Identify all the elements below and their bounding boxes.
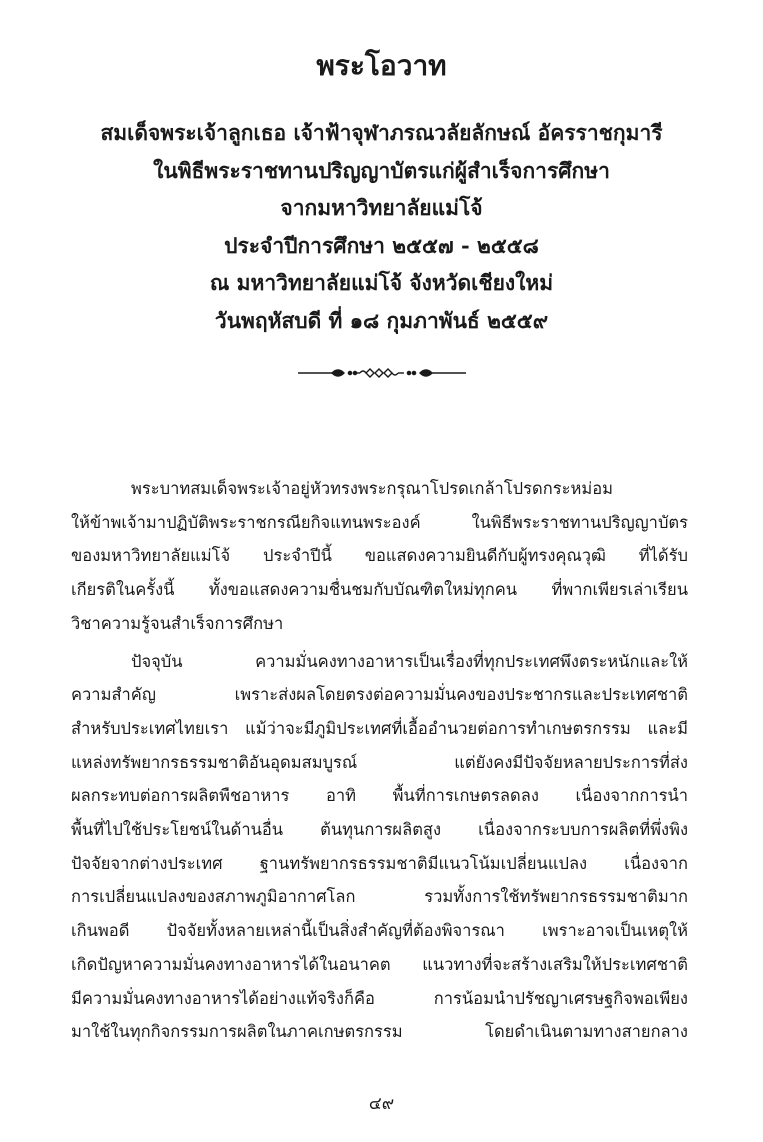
text-line: ของมหาวิทยาลัยแม่โจ้ ประจำปีนี้ ขอแสดงความยินดีกับผู้ทรงคุณวุฒิ ที่ได้รับ bbox=[71, 546, 688, 566]
header-line-university: จากมหาวิทยาลัยแม่โจ้ bbox=[280, 195, 483, 220]
text-line: เกียรติในครั้งนี้ ทั้งขอแสดงความชื่นชมกับบัณฑิตใหม่ทุกคน ที่พากเพียรเล่าเรียน bbox=[71, 580, 688, 600]
header-line-date: วันพฤหัสบดี ที่ ๑๘ กุมภาพันธ์ ๒๕๕๙ bbox=[214, 307, 549, 333]
text-line: ปัจจัยจากต่างประเทศ ฐานทรัพยากรธรรมชาติมีแนวโน้มเปลี่ยนแปลง เนื่องจาก bbox=[71, 853, 688, 873]
header-line-ceremony: ในพิธีพระราชทานปริญญาบัตรแก่ผู้สำเร็จการศึกษา bbox=[153, 157, 610, 183]
page-number: ๔๙ bbox=[368, 1094, 395, 1114]
text-line: มาใช้ในทุกกิจกรรมการผลิตในภาคเกษตรกรรม โดยดำเนินตามทางสายกลาง bbox=[71, 1022, 688, 1042]
speech-header bbox=[0, 114, 763, 339]
decorative-divider-icon bbox=[296, 361, 468, 385]
text-line: พระบาทสมเด็จพระเจ้าอยู่หัวทรงพระกรุณาโปรดเกล้าโปรดกระหม่อม bbox=[131, 479, 613, 498]
page-title: พระโอวาท bbox=[316, 49, 447, 82]
text-line: เกิดปัญหาความมั่นคงทางอาหารได้ในอนาคต แนวทางที่จะสร้างเสริมให้ประเทศชาติ bbox=[71, 954, 688, 974]
header-line-location: ณ มหาวิทยาลัยแม่โจ้ จังหวัดเชียงใหม่ bbox=[209, 270, 554, 295]
text-line: ให้ข้าพเจ้ามาปฏิบัติพระราชกรณียกิจแทนพระองค์ ในพิธีพระราชทานปริญญาบัตร bbox=[71, 512, 688, 532]
text-line: การเปลี่ยนแปลงของสภาพภูมิอากาศโลก รวมทั้งการใช้ทรัพยากรธรรมชาติมาก bbox=[71, 887, 688, 907]
paragraph-food-security bbox=[71, 645, 688, 1049]
text-line: ปัจจุบัน ความมั่นคงทางอาหารเป็นเรื่องที่ทุกประเทศพึงตระหนักและให้ bbox=[131, 651, 688, 671]
text-line: ผลกระทบต่อการผลิตพืชอาหาร อาทิ พื้นที่การเกษตรลดลง เนื่องจากการนำ bbox=[71, 786, 688, 806]
text-line: สำหรับประเทศไทยเรา แม้ว่าจะมีภูมิประเทศที่เอื้ออำนวยต่อการทำเกษตรกรรม และมี bbox=[71, 718, 688, 738]
header-line-academic-year: ประจำปีการศึกษา ๒๕๕๗ - ๒๕๕๘ bbox=[224, 232, 539, 258]
text-line: แหล่งทรัพยากรธรรมชาติอันอุดมสมบูรณ์ แต่ยังคงมีปัจจัยหลายประการที่ส่ง bbox=[71, 752, 688, 772]
speech-body bbox=[71, 472, 688, 1049]
text-line: มีความมั่นคงทางอาหารได้อย่างแท้จริงก็คือ การน้อมนำปรัชญาเศรษฐกิจพอเพียง bbox=[71, 988, 688, 1008]
text-line: พื้นที่ไปใช้ประโยชน์ในด้านอื่น ต้นทุนการผลิตสูง เนื่องจากระบบการผลิตที่พึ่งพิง bbox=[71, 820, 688, 840]
text-line: เกินพอดี ปัจจัยทั้งหลายเหล่านี้เป็นสิ่งสำคัญที่ต้องพิจารณา เพราะอาจเป็นเหตุให้ bbox=[71, 921, 688, 941]
text-line: วิชาความรู้จนสำเร็จการศึกษา bbox=[71, 613, 284, 633]
text-line: ความสำคัญ เพราะส่งผลโดยตรงต่อความมั่นคงของประชากรและประเทศชาติ bbox=[71, 685, 688, 705]
paragraph-opening bbox=[71, 472, 688, 641]
header-line-presenter: สมเด็จพระเจ้าลูกเธอ เจ้าฟ้าจุฬาภรณวลัยลักษณ์ อัครราชกุมารี bbox=[100, 120, 663, 145]
